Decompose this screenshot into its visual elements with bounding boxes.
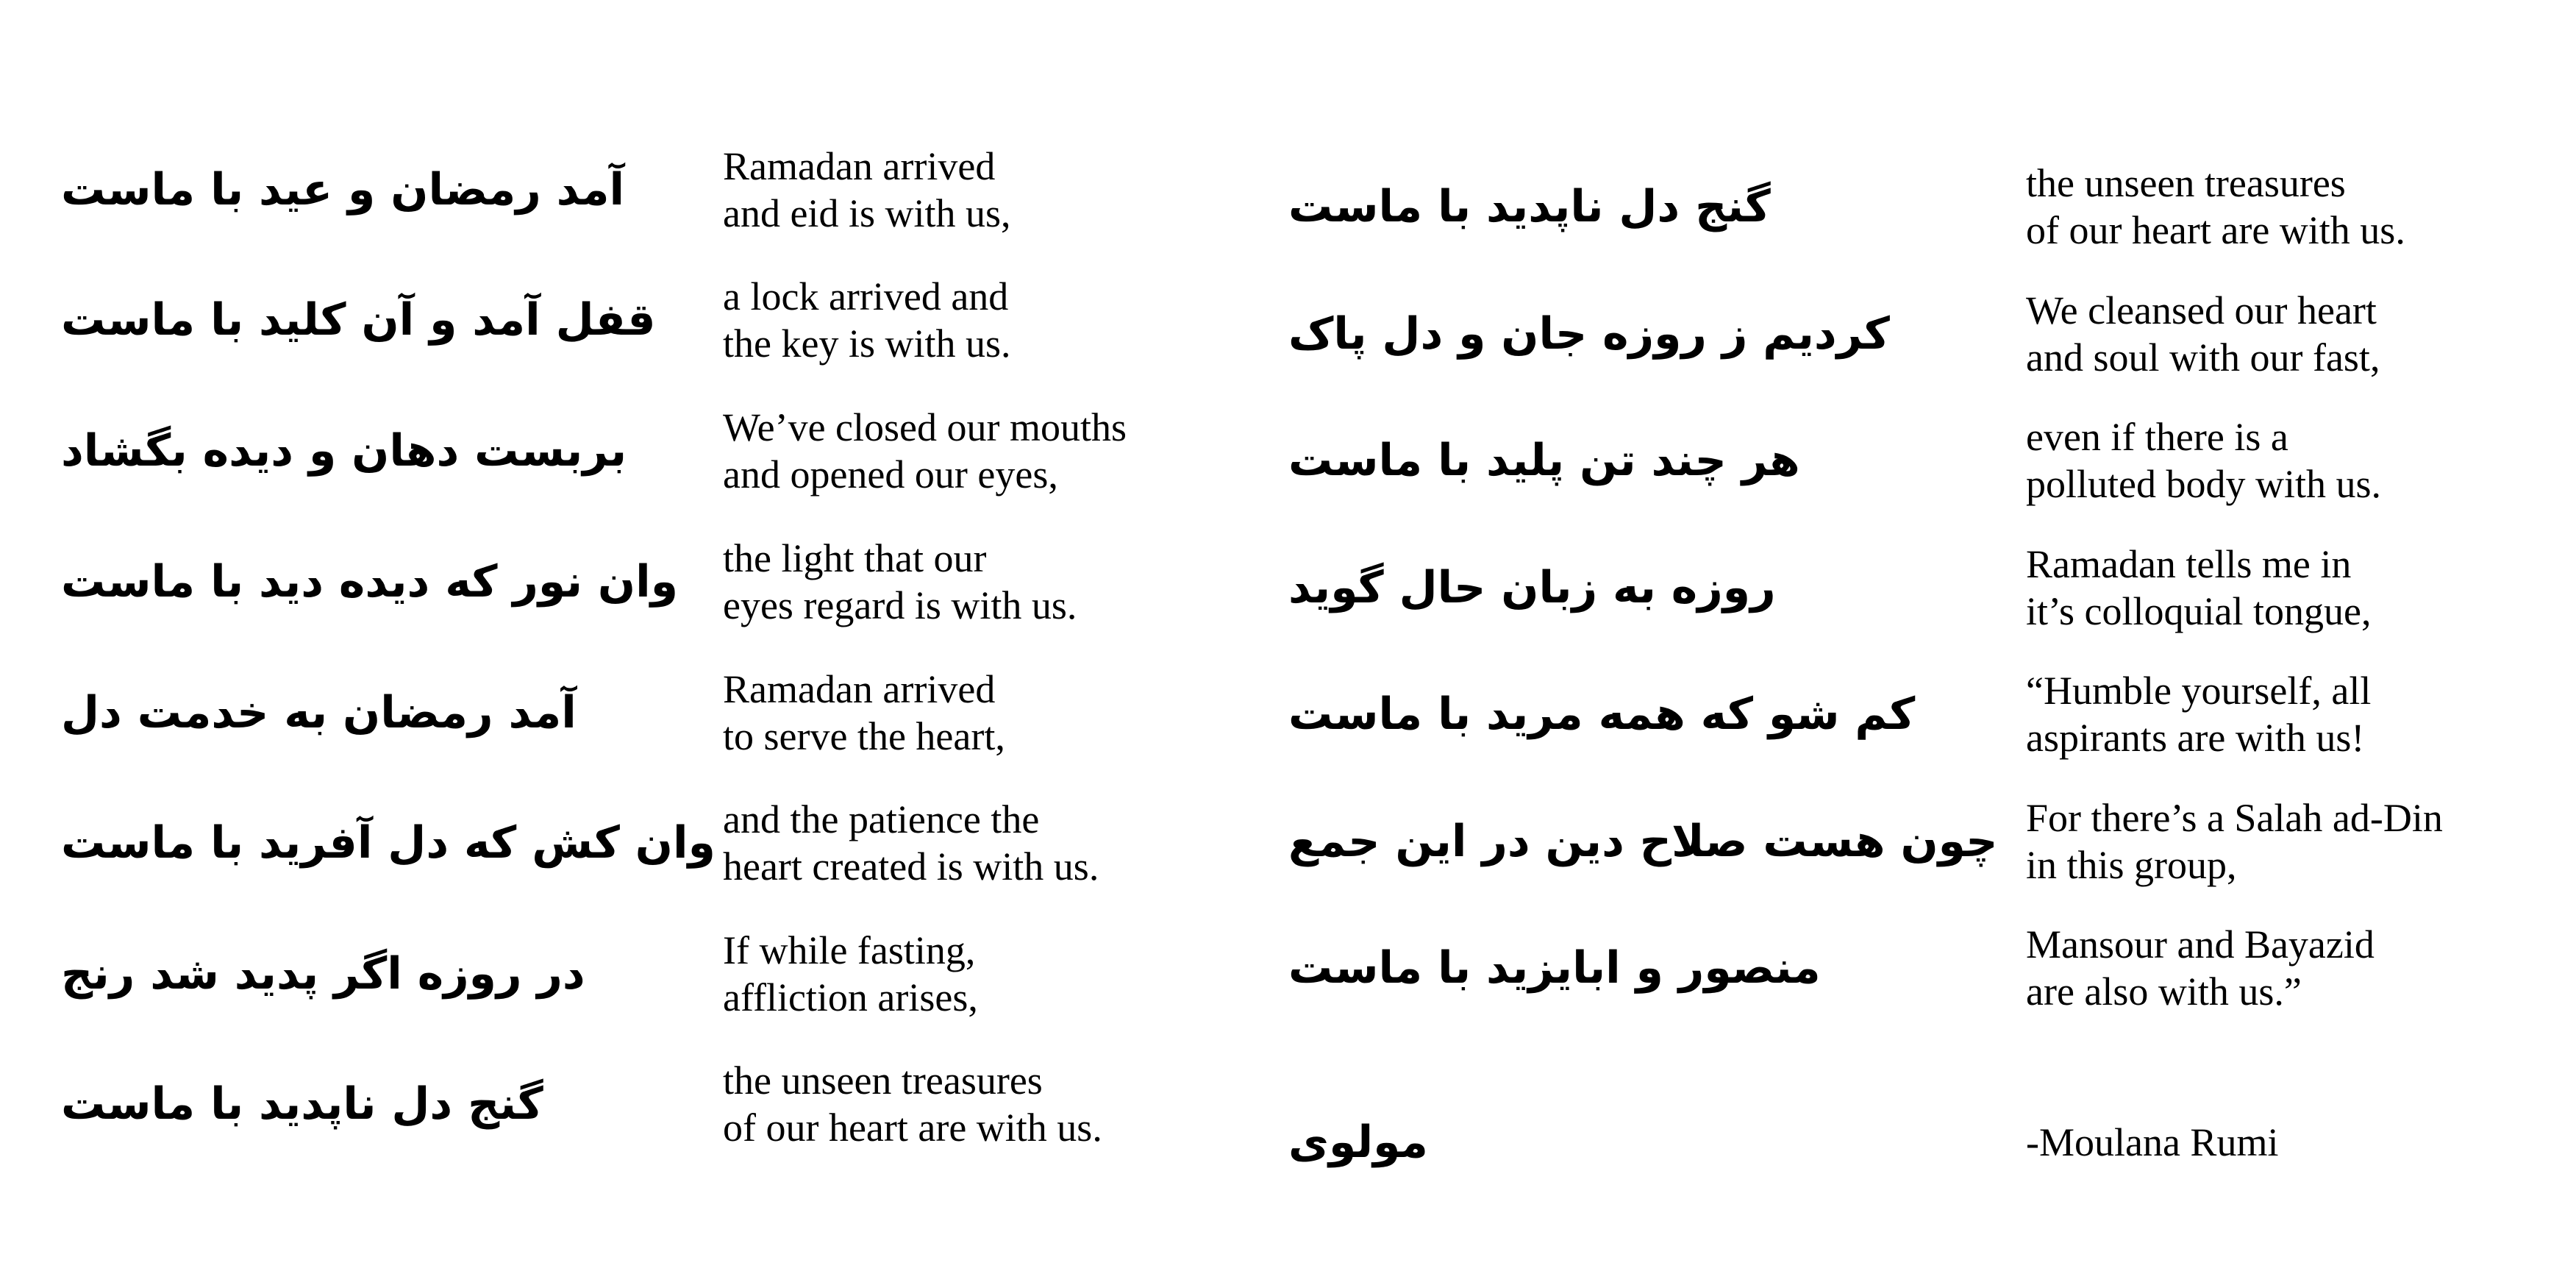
translation-line: of our heart are with us. [723,1106,1102,1150]
english-translation [2026,921,2375,1015]
translation-line: affliction arises, [723,975,978,1019]
persian-verse: وان نور که دیده دید با ماست [61,556,679,608]
english-translation [723,273,1010,367]
persian-verse: منصور و ابایزید با ماست [1288,942,1821,994]
persian-verse: آمد رمضان و عید با ماست [61,164,625,216]
english-translation [2026,541,2371,635]
verse-row [1287,794,2576,889]
translation-line: are also with us.” [2026,969,2302,1014]
translation-line: to serve the heart, [723,714,1005,758]
english-translation [2026,413,2381,508]
persian-verse: کردیم ز روزه جان و دل پاک [1288,308,1890,360]
translation-line: of our heart are with us. [2026,208,2405,252]
verse-row [1287,921,2576,1015]
translation-line: the key is with us. [723,321,1011,366]
english-translation [2026,160,2405,254]
persian-verse: روزه به زبان حال گوید [1288,562,1776,613]
translation-line: We’ve closed our mouths [723,405,1127,449]
english-translation [2026,287,2380,381]
verse-row [0,1057,1287,1151]
translation-line: the light that our [723,536,987,580]
verse-row [0,404,1287,498]
verse-row [1287,287,2576,381]
translation-line: heart created is with us. [723,844,1099,889]
persian-verse: بربست دهان و دیده بگشاد [61,425,627,477]
translation-line: it’s colloquial tongue, [2026,589,2372,633]
english-translation [723,535,1077,629]
translation-line: For there’s a Salah ad-Din [2026,796,2443,840]
author-line: -Moulana Rumi [2026,1120,2279,1164]
translation-line: Ramadan arrived [723,144,996,188]
translation-line: in this group, [2026,843,2237,887]
verse-row [0,273,1287,367]
english-translation [2026,667,2371,761]
english-translation [723,927,978,1021]
translation-line: and the patience the [723,797,1040,841]
translation-line: the unseen treasures [723,1058,1043,1103]
translation-line: If while fasting, [723,928,976,972]
verse-row [0,143,1287,237]
persian-verse: در روزه اگر پدید شد رنج [61,948,585,1000]
verse-row [1287,160,2576,254]
translation-line: Ramadan arrived [723,667,996,711]
translation-line: polluted body with us. [2026,462,2381,506]
persian-verse: گنج دل ناپدید با ماست [61,1078,543,1130]
persian-verse: آمد رمضان به خدمت دل [61,687,577,738]
verse-row [1287,541,2576,635]
translation-line: the unseen treasures [2026,161,2346,205]
persian-verse: گنج دل ناپدید با ماست [1288,181,1771,232]
english-translation [723,143,1010,237]
verse-row [1287,413,2576,508]
translation-line: Ramadan tells me in [2026,542,2352,586]
translation-line: Mansour and Bayazid [2026,922,2375,967]
verse-row [0,666,1287,760]
translation-line: eyes regard is with us. [723,583,1077,627]
verse-row [0,927,1287,1021]
author-name-english [2026,1119,2278,1166]
english-translation [723,796,1099,890]
verse-row [0,535,1287,629]
english-translation [2026,794,2443,889]
english-translation [723,404,1127,498]
verse-row [0,796,1287,890]
persian-verse: کم شو که همه مرید با ماست [1288,688,1916,740]
english-translation [723,666,1005,760]
english-translation [723,1057,1102,1151]
translation-line: and opened our eyes, [723,452,1058,496]
verse-row [1287,667,2576,761]
persian-verse: چون هست صلاح دین در این جمع [1288,816,1998,867]
translation-line: and soul with our fast, [2026,335,2380,380]
author-signature [1287,1119,2576,1166]
author-name-persian: مولوی [1288,1117,1428,1168]
persian-verse: هر چند تن پلید با ماست [1288,435,1800,486]
translation-line: a lock arrived and [723,274,1009,318]
translation-line: We cleansed our heart [2026,288,2377,332]
translation-line: aspirants are with us! [2026,716,2365,760]
persian-verse: وان کش که دل آفرید با ماست [61,817,716,869]
persian-verse: قفل آمد و آن کلید با ماست [61,294,656,346]
translation-line: and eid is with us, [723,191,1011,235]
translation-line: even if there is a [2026,415,2288,459]
translation-line: “Humble yourself, all [2026,669,2372,713]
